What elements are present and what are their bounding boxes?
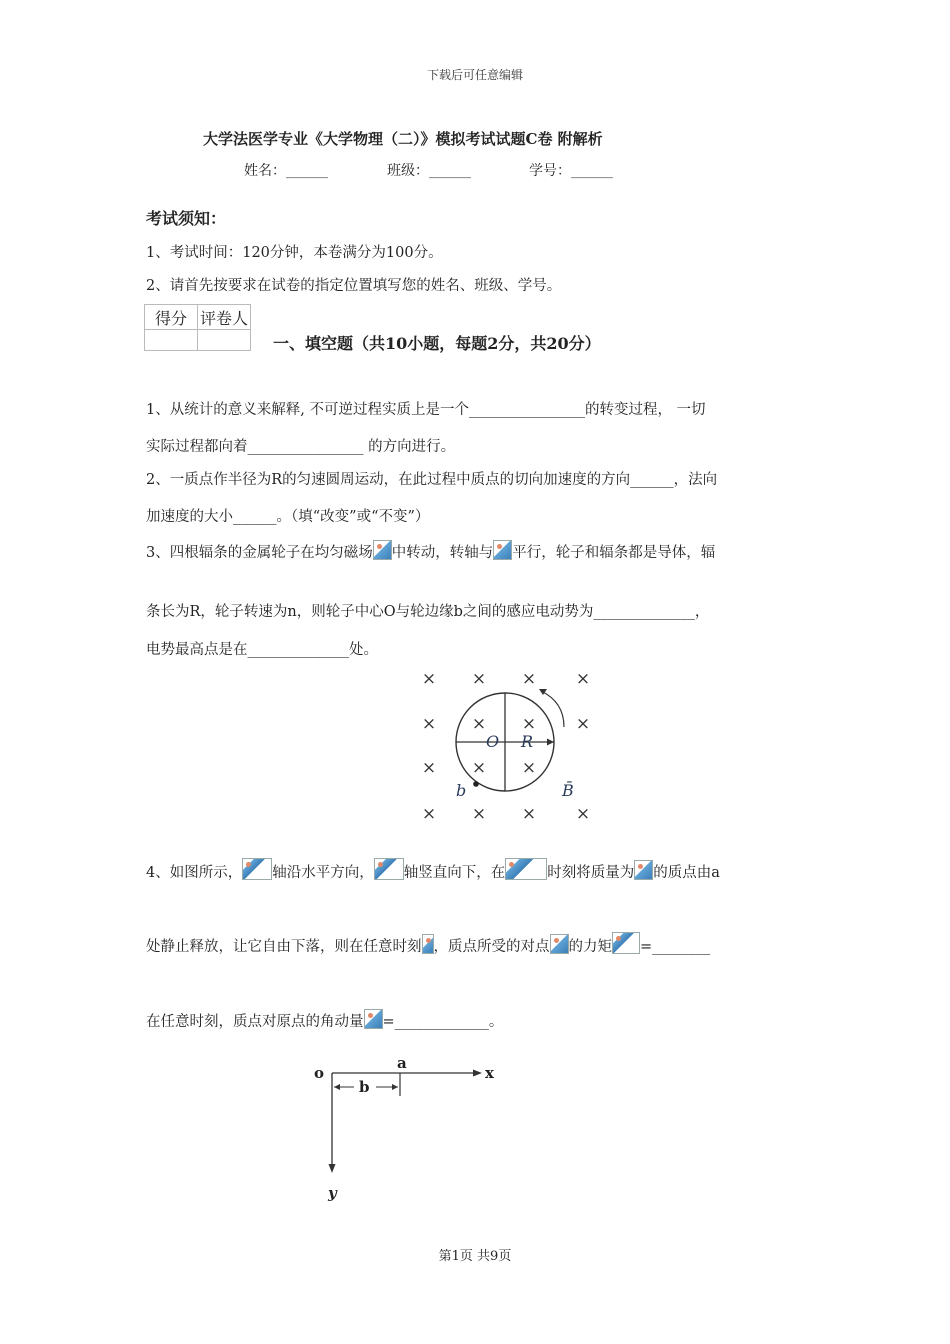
q4-line3 — [146, 1009, 503, 1031]
broken-image-icon — [374, 858, 404, 880]
broken-image-icon — [550, 934, 569, 954]
q4-text: 在任意时刻，质点对原点的角动量 — [146, 1014, 364, 1030]
q3-text-c: 平行，轮子和辐条都是导体，辐 — [512, 545, 716, 561]
q3-text-a: 3、四根辐条的金属轮子在均匀磁场 — [146, 545, 373, 561]
field-cross: × — [575, 669, 591, 689]
q4-text: 的质点由a — [653, 865, 720, 881]
field-cross: × — [521, 804, 537, 824]
broken-image-icon — [612, 932, 640, 954]
field-cross: × — [471, 804, 487, 824]
rotation-arrow — [541, 691, 564, 727]
class-field: 班级：______ — [387, 163, 471, 179]
q1-line1: 1、从统计的意义来解释, 不可逆过程实质上是一个________________的转变过程， 一切 — [146, 402, 706, 418]
x-axis-arrowhead — [473, 1070, 482, 1077]
field-cross: × — [471, 714, 487, 734]
label-B: B̄ — [562, 781, 574, 800]
label-x: x — [485, 1064, 494, 1082]
field-cross: × — [471, 758, 487, 778]
radius-arrowhead — [547, 739, 554, 746]
q4-text: =________ — [640, 939, 711, 955]
q4-text: =_____________。 — [382, 1014, 504, 1030]
score-table — [144, 304, 251, 351]
broken-image-icon — [493, 540, 512, 560]
broken-image-icon — [422, 934, 434, 954]
student-id-field: 学号：______ — [529, 163, 613, 179]
field-cross: × — [421, 758, 437, 778]
distance-arrow-right — [392, 1084, 398, 1090]
broken-image-icon — [364, 1009, 383, 1029]
broken-image-icon — [505, 858, 547, 880]
field-cross: × — [471, 669, 487, 689]
q4-line2 — [146, 932, 710, 956]
q4-text: 的力矩 — [568, 939, 612, 955]
q2-line2: 加速度的大小______。（填“改变”或“不变”） — [146, 509, 430, 525]
q4-text: 4、如图所示， — [146, 865, 243, 881]
label-O: O — [486, 732, 500, 751]
broken-image-icon — [242, 858, 272, 880]
score-cell — [145, 330, 198, 351]
field-cross: × — [575, 804, 591, 824]
grader-header: 评卷人 — [198, 305, 251, 330]
q3-line3: 电势最高点是在______________处。 — [146, 642, 378, 658]
name-field: 姓名：______ — [244, 163, 328, 179]
label-b: b — [359, 1078, 370, 1096]
rotating-wheel-figure — [410, 664, 600, 826]
label-b: b — [456, 781, 467, 800]
y-axis-arrowhead — [329, 1164, 336, 1173]
q3-text-b: 中转动，转轴与 — [391, 545, 494, 561]
q1-line2: 实际过程都向着________________ 的方向进行。 — [146, 439, 456, 455]
q4-text: 轴竖直向下，在 — [403, 865, 506, 881]
broken-image-icon — [634, 860, 653, 880]
q2-line1: 2、一质点作半径为R的匀速圆周运动，在此过程中质点的切向加速度的方向______，法向 — [146, 472, 718, 488]
page-footer: 第1页 共9页 — [438, 1249, 512, 1264]
distance-arrow-left — [334, 1084, 340, 1090]
q4-text: 时刻将质量为 — [547, 865, 635, 881]
grader-cell — [198, 330, 251, 351]
q4-line1 — [146, 858, 720, 882]
notice-heading: 考试须知： — [146, 209, 227, 228]
field-cross: × — [521, 714, 537, 734]
field-cross: × — [421, 669, 437, 689]
notice-item-2: 2、请首先按要求在试卷的指定位置填写您的姓名、班级、学号。 — [146, 278, 562, 294]
point-b — [473, 781, 479, 787]
part1-title: 一、填空题（共10小题，每题2分，共20分） — [273, 334, 601, 353]
notice-item-1: 1、考试时间：120分钟，本卷满分为100分。 — [146, 245, 443, 261]
q3-line2: 条长为R，轮子转速为n，则轮子中心O与轮边缘b之间的感应电动势为______________， — [146, 604, 710, 620]
field-cross: × — [521, 669, 537, 689]
label-a: a — [397, 1054, 407, 1072]
label-o: o — [314, 1064, 325, 1082]
field-cross: × — [575, 714, 591, 734]
broken-image-icon — [373, 540, 392, 560]
field-cross: × — [421, 804, 437, 824]
q4-text: ，质点所受的对点 — [433, 939, 550, 955]
score-header: 得分 — [145, 305, 198, 330]
axes-figure — [300, 1050, 512, 1210]
field-cross: × — [521, 758, 537, 778]
q3-line1 — [146, 540, 715, 562]
header-note: 下载后可任意编辑 — [426, 68, 523, 82]
label-R: R — [521, 732, 534, 751]
label-y: y — [328, 1184, 337, 1202]
q4-text: 处静止释放，让它自由下落，则在任意时刻 — [146, 939, 422, 955]
exam-title: 大学法医学专业《大学物理（二）》模拟考试试题C卷 附解析 — [203, 130, 603, 148]
q4-text: 轴沿水平方向， — [272, 865, 374, 881]
field-cross: × — [421, 714, 437, 734]
